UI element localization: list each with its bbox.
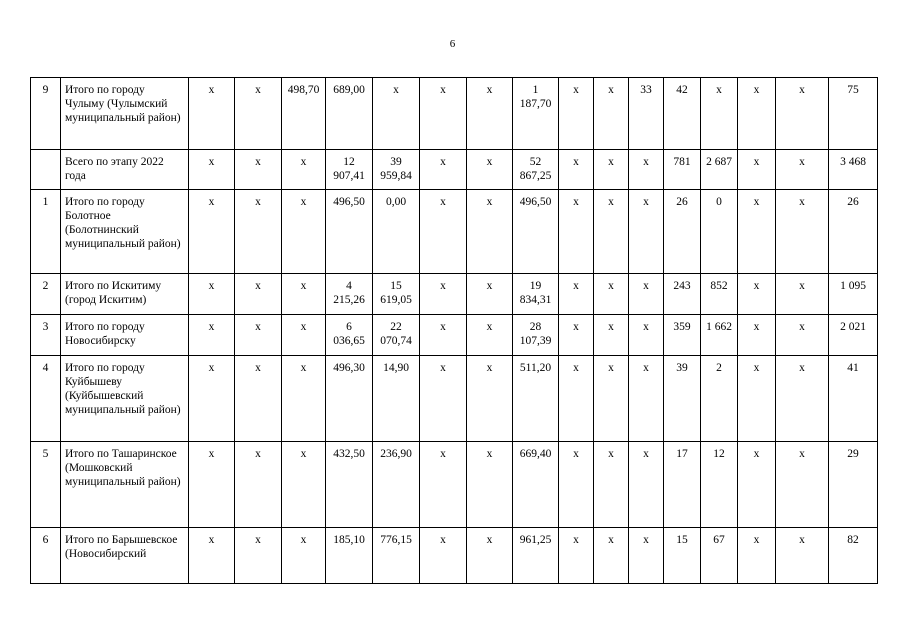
- row-number-cell: 5: [31, 442, 61, 528]
- value-cell: 12 907,41: [326, 150, 373, 190]
- value-cell: 1 187,70: [513, 78, 559, 150]
- value-cell: 243: [664, 274, 701, 315]
- value-cell: х: [629, 150, 664, 190]
- value-cell: 4 215,26: [326, 274, 373, 315]
- value-cell: х: [594, 356, 629, 442]
- value-cell: х: [594, 528, 629, 584]
- value-cell: х: [738, 442, 776, 528]
- value-cell: х: [701, 78, 738, 150]
- value-cell: 2 021: [829, 315, 878, 356]
- row-number-cell: 4: [31, 356, 61, 442]
- value-cell: х: [189, 528, 235, 584]
- value-cell: х: [776, 442, 829, 528]
- value-cell: х: [594, 190, 629, 274]
- value-cell: х: [282, 150, 326, 190]
- value-cell: х: [420, 356, 467, 442]
- row-number-cell: 9: [31, 78, 61, 150]
- value-cell: 29: [829, 442, 878, 528]
- row-name-cell: Итого по городу Болотное (Болотнинский муниципальный район): [61, 190, 189, 274]
- value-cell: х: [776, 190, 829, 274]
- value-cell: х: [559, 190, 594, 274]
- value-cell: х: [189, 442, 235, 528]
- value-cell: х: [235, 78, 282, 150]
- value-cell: х: [282, 528, 326, 584]
- value-cell: х: [629, 315, 664, 356]
- value-cell: 19 834,31: [513, 274, 559, 315]
- value-cell: х: [629, 274, 664, 315]
- value-cell: х: [420, 190, 467, 274]
- value-cell: 6 036,65: [326, 315, 373, 356]
- value-cell: х: [629, 442, 664, 528]
- value-cell: 0: [701, 190, 738, 274]
- value-cell: 42: [664, 78, 701, 150]
- value-cell: 776,15: [373, 528, 420, 584]
- value-cell: х: [738, 528, 776, 584]
- value-cell: 432,50: [326, 442, 373, 528]
- value-cell: х: [629, 528, 664, 584]
- value-cell: х: [235, 356, 282, 442]
- value-cell: 15 619,05: [373, 274, 420, 315]
- value-cell: 52 867,25: [513, 150, 559, 190]
- value-cell: х: [467, 528, 513, 584]
- value-cell: х: [235, 528, 282, 584]
- value-cell: х: [420, 528, 467, 584]
- value-cell: х: [559, 356, 594, 442]
- row-number-cell: 6: [31, 528, 61, 584]
- value-cell: х: [235, 315, 282, 356]
- table-row: [31, 315, 878, 356]
- value-cell: х: [559, 78, 594, 150]
- value-cell: 15: [664, 528, 701, 584]
- value-cell: х: [738, 150, 776, 190]
- data-table: [30, 77, 878, 584]
- value-cell: 22 070,74: [373, 315, 420, 356]
- value-cell: х: [420, 442, 467, 528]
- value-cell: х: [467, 190, 513, 274]
- value-cell: 26: [829, 190, 878, 274]
- value-cell: 3 468: [829, 150, 878, 190]
- table-row: [31, 150, 878, 190]
- value-cell: 852: [701, 274, 738, 315]
- row-number-cell: 2: [31, 274, 61, 315]
- value-cell: х: [559, 150, 594, 190]
- value-cell: х: [559, 528, 594, 584]
- value-cell: х: [559, 274, 594, 315]
- value-cell: 2 687: [701, 150, 738, 190]
- table-row: [31, 356, 878, 442]
- value-cell: 67: [701, 528, 738, 584]
- value-cell: 2: [701, 356, 738, 442]
- value-cell: х: [776, 150, 829, 190]
- value-cell: х: [738, 315, 776, 356]
- value-cell: х: [235, 190, 282, 274]
- row-name-cell: Итого по Ташаринское (Мошковский муниципальный район): [61, 442, 189, 528]
- row-name-cell: Итого по городу Чулыму (Чулымский муниципальный район): [61, 78, 189, 150]
- value-cell: 496,30: [326, 356, 373, 442]
- value-cell: х: [420, 315, 467, 356]
- value-cell: х: [189, 315, 235, 356]
- value-cell: 12: [701, 442, 738, 528]
- value-cell: 669,40: [513, 442, 559, 528]
- value-cell: х: [559, 315, 594, 356]
- value-cell: х: [420, 78, 467, 150]
- value-cell: 39: [664, 356, 701, 442]
- value-cell: х: [738, 190, 776, 274]
- value-cell: х: [282, 356, 326, 442]
- value-cell: х: [738, 274, 776, 315]
- value-cell: х: [235, 274, 282, 315]
- value-cell: 28 107,39: [513, 315, 559, 356]
- value-cell: х: [235, 150, 282, 190]
- value-cell: х: [776, 78, 829, 150]
- value-cell: х: [189, 274, 235, 315]
- value-cell: 961,25: [513, 528, 559, 584]
- value-cell: х: [189, 356, 235, 442]
- value-cell: 14,90: [373, 356, 420, 442]
- value-cell: 1 662: [701, 315, 738, 356]
- table-row: [31, 442, 878, 528]
- value-cell: х: [594, 442, 629, 528]
- value-cell: х: [594, 150, 629, 190]
- value-cell: х: [467, 356, 513, 442]
- value-cell: 33: [629, 78, 664, 150]
- value-cell: х: [776, 274, 829, 315]
- value-cell: 359: [664, 315, 701, 356]
- value-cell: х: [738, 356, 776, 442]
- value-cell: х: [776, 315, 829, 356]
- table-row: [31, 274, 878, 315]
- value-cell: х: [629, 190, 664, 274]
- value-cell: х: [282, 190, 326, 274]
- row-number-cell: [31, 150, 61, 190]
- value-cell: х: [189, 190, 235, 274]
- value-cell: 41: [829, 356, 878, 442]
- value-cell: х: [189, 78, 235, 150]
- value-cell: х: [467, 315, 513, 356]
- row-name-cell: Всего по этапу 2022 года: [61, 150, 189, 190]
- row-number-cell: 1: [31, 190, 61, 274]
- value-cell: 1 095: [829, 274, 878, 315]
- value-cell: х: [776, 356, 829, 442]
- value-cell: х: [559, 442, 594, 528]
- value-cell: 496,50: [326, 190, 373, 274]
- value-cell: 689,00: [326, 78, 373, 150]
- value-cell: 39 959,84: [373, 150, 420, 190]
- value-cell: х: [373, 78, 420, 150]
- table-row: [31, 78, 878, 150]
- value-cell: 17: [664, 442, 701, 528]
- value-cell: х: [467, 78, 513, 150]
- value-cell: х: [235, 442, 282, 528]
- table-row: [31, 528, 878, 584]
- value-cell: х: [282, 442, 326, 528]
- value-cell: х: [282, 315, 326, 356]
- value-cell: х: [467, 442, 513, 528]
- table-row: [31, 190, 878, 274]
- value-cell: х: [467, 274, 513, 315]
- value-cell: 82: [829, 528, 878, 584]
- value-cell: 781: [664, 150, 701, 190]
- value-cell: х: [594, 315, 629, 356]
- value-cell: 236,90: [373, 442, 420, 528]
- value-cell: х: [467, 150, 513, 190]
- value-cell: х: [420, 274, 467, 315]
- value-cell: х: [420, 150, 467, 190]
- value-cell: 75: [829, 78, 878, 150]
- value-cell: х: [282, 274, 326, 315]
- value-cell: х: [776, 528, 829, 584]
- row-name-cell: Итого по Барышевское (Новосибирский: [61, 528, 189, 584]
- value-cell: х: [629, 356, 664, 442]
- row-name-cell: Итого по Искитиму (город Искитим): [61, 274, 189, 315]
- value-cell: х: [189, 150, 235, 190]
- value-cell: 498,70: [282, 78, 326, 150]
- value-cell: 185,10: [326, 528, 373, 584]
- value-cell: х: [594, 274, 629, 315]
- value-cell: 511,20: [513, 356, 559, 442]
- value-cell: х: [738, 78, 776, 150]
- page-number: 6: [449, 38, 456, 50]
- value-cell: х: [594, 78, 629, 150]
- value-cell: 0,00: [373, 190, 420, 274]
- row-name-cell: Итого по городу Куйбышеву (Куйбышевский муниципальный район): [61, 356, 189, 442]
- value-cell: 496,50: [513, 190, 559, 274]
- row-number-cell: 3: [31, 315, 61, 356]
- value-cell: 26: [664, 190, 701, 274]
- row-name-cell: Итого по городу Новосибирску: [61, 315, 189, 356]
